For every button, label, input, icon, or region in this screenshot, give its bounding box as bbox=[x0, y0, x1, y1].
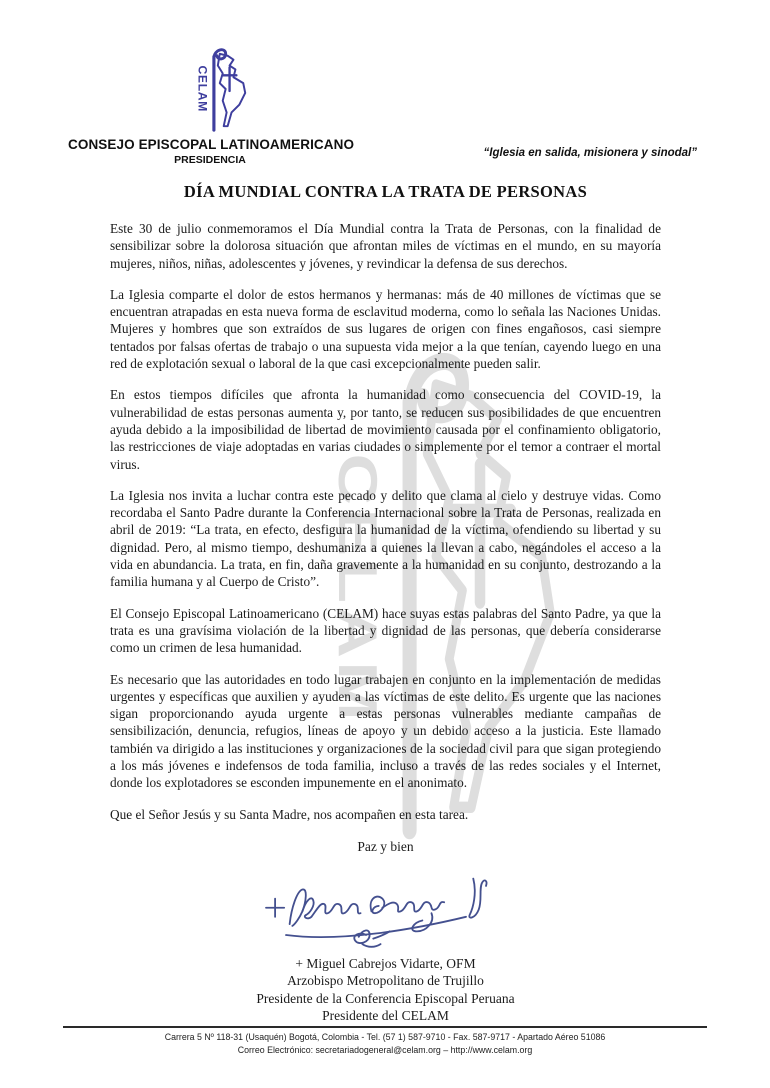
body-paragraph: La Iglesia comparte el dolor de estos hermanos y hermanas: más de 40 millones de víctimas que se encuentran atrapadas en esta nueva forma de esclavitud moderna, como lo señala las Naciones Unidas. Mujeres y hombres que son extraídos de sus lugares de origen con fines engañosos, casi siempre tentados por falsas ofertas de trabajo o una supuesta vida mejor a la que tenían, cayendo luego en una red de explotación sexual o laboral de la que casi excepcionalmente pueden salir. bbox=[110, 286, 661, 372]
footer-contact-line: Correo Electrónico: secretariadogeneral@celam.org – http://www.celam.org bbox=[237, 1044, 533, 1055]
org-name: CONSEJO EPISCOPAL LATINOAMERICANO bbox=[68, 137, 355, 152]
celam-logo-icon bbox=[160, 44, 260, 134]
org-motto: “Iglesia en salida, misionera y sinodal” bbox=[483, 147, 697, 159]
letterhead bbox=[68, 44, 355, 166]
footer-address-line: Carrera 5 Nº 118-31 (Usaquén) Bogotá, Colombia - Tel. (57 1) 587-9710 - Fax. 587-9717 - Apartado Aéreo 51086 bbox=[164, 1032, 606, 1042]
document-title: DÍA MUNDIAL CONTRA LA TRATA DE PERSONAS bbox=[183, 182, 588, 201]
signatory-title: Presidente del CELAM bbox=[322, 1008, 449, 1024]
body-paragraph: Que el Señor Jesús y su Santa Madre, nos acompañen en esta tarea. bbox=[110, 806, 469, 822]
body-paragraph: En estos tiempos difíciles que afronta la humanidad como consecuencia del COVID-19, la vulnerabilidad de estas personas aumenta y, por tanto, se reducen sus posibilidades de que encuentren ayuda debido a la imposibilidad de libertad de movimiento causada por el confinamiento obligatorio, las restricciones de viaje adoptadas en varias ciudades o simplemente por el temor a contraer el mortal virus. bbox=[110, 387, 661, 472]
signatory-block bbox=[110, 955, 661, 1025]
body-paragraph: Es necesario que las autoridades en todo lugar trabajen en conjunto en la implementación de medidas urgentes y específicas que auxilien y ayuden a las víctimas de este delito. Es urgente que las naciones sigan proporcionando ayuda urgente a estas personas vulnerables mediante campañas de sensibilización, denuncia, refugios, líneas de apoyo y un debido acceso a la justicia. Este llamado también va dirigido a las instituciones y organizaciones de la sociedad civil para que sigan protegiendo a los más jóvenes e indefensos de toda familia, incluso a través de las redes sociales y el Internet, donde los explotadores se esconden impunemente en el anonimato. bbox=[110, 671, 661, 791]
signatory-name: + Miguel Cabrejos Vidarte, OFM bbox=[295, 955, 476, 971]
signatory-title: Arzobispo Metropolitano de Trujillo bbox=[287, 973, 484, 989]
signatory-title: Presidente de la Conferencia Episcopal Peruana bbox=[256, 990, 515, 1006]
signature-image bbox=[236, 855, 536, 955]
body-paragraph: La Iglesia nos invita a luchar contra este pecado y delito que clama al cielo y destruye vidas. Como recordaba el Santo Padre durante la Conferencia Internacional sobre la Trata de Personas, realizada en abril de 2019: “La trata, en efecto, desfigura la humanidad de la víctima, ofendiendo su libertad y su dignidad. Pero, al mismo tiempo, deshumaniza a quienes la llevan a cabo, negándoles el acceso a la vida en abundancia. La trata, en fin, daña gravemente a la humanidad en su conjunto, destrozando a la familia humana y al Cuerpo de Cristo”. bbox=[110, 487, 661, 590]
body-paragraph: Este 30 de julio conmemoramos el Día Mundial contra la Trata de Personas, con la finalidad de sensibilizar sobre la dolorosa situación que afrontan miles de víctimas en el mundo, en su mayoría mujeres, niños, niñas, adolescentes y jóvenes, y revindicar la defensa de sus derechos. bbox=[110, 221, 661, 271]
org-subtitle: PRESIDENCIA bbox=[174, 154, 246, 166]
letterhead-footer bbox=[63, 1026, 707, 1056]
letter-body bbox=[110, 182, 661, 1025]
body-paragraph: El Consejo Episcopal Latinoamericano (CELAM) hace suyas estas palabras del Santo Padre, ya que la trata es una gravísima violación de la libertad y dignidad de las personas, que debería considerarse como un crimen de lesa humanidad. bbox=[110, 605, 661, 656]
closing-salutation: Paz y bien bbox=[357, 838, 414, 854]
